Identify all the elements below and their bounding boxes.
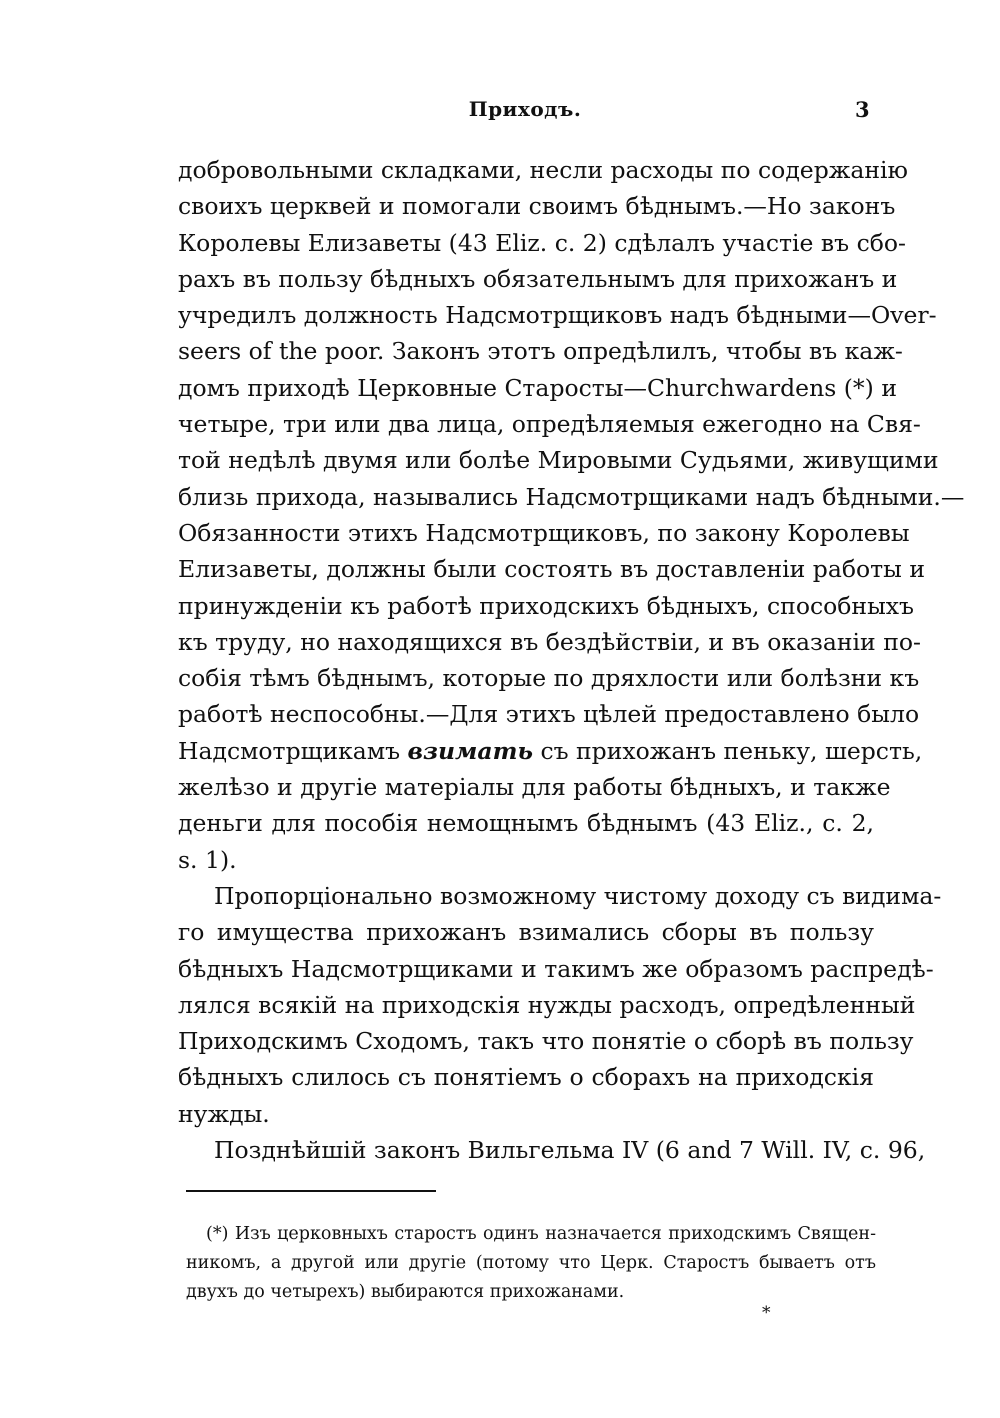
- running-title: Приходъ.: [468, 97, 582, 121]
- footnote-line: двухъ до четырехъ) выбираются прихожанами.: [186, 1282, 625, 1302]
- text-line: близь прихода, назывались Надсмотрщиками надъ бѣдными.—: [178, 482, 965, 511]
- text-line: s. 1).: [178, 845, 237, 874]
- page-number: 3: [855, 97, 870, 122]
- text-line: Королевы Елизаветы (43 Eliz. c. 2) сдѣлалъ участіе въ сбо-: [178, 228, 906, 257]
- text-line: той недѣлѣ двумя или болѣе Мировыми Судьями, живущими: [178, 446, 939, 475]
- text-line: къ труду, но находящихся въ бездѣйствіи, и въ оказаніи по-: [178, 627, 921, 656]
- paragraph-start-line: Пропорціонально возможному чистому доходу съ видима-: [214, 881, 942, 910]
- text-line: Елизаветы, должны были состоять въ доставленіи работы и: [178, 555, 925, 584]
- footnote: [186, 1220, 876, 1307]
- footnote-divider: [186, 1190, 436, 1192]
- text-line-with-emphasis: [178, 733, 923, 769]
- text-line: деньги для пособія немощнымъ бѣднымъ (43 Eliz., c. 2,: [178, 809, 874, 838]
- paragraph-start-line: Позднѣйшій законъ Вильгельма IV (6 and 7 Will. IV, c. 96,: [214, 1136, 926, 1165]
- text-line: собія тѣмъ бѣднымъ, которые по дряхлости или болѣзни къ: [178, 664, 920, 693]
- text-line: добровольными складками, несли расходы по содержанію: [178, 156, 909, 184]
- text-line: работѣ неспособны.—Для этихъ цѣлей предоставлено было: [178, 700, 920, 729]
- text-line: нужды.: [178, 1099, 270, 1128]
- text-line: лялся всякій на приходскія нужды расходъ, опредѣленный: [178, 990, 916, 1019]
- text-line: бѣдныхъ слилось съ понятіемъ о сборахъ на приходскія: [178, 1063, 874, 1092]
- text-line: своихъ церквей и помогали своимъ бѣднымъ.—Но законъ: [178, 192, 896, 221]
- text-segment: съ прихожанъ пеньку, шерсть,: [532, 736, 923, 765]
- text-line: учредилъ должность Надсмотрщиковъ надъ бѣдными—Over-: [178, 301, 937, 330]
- text-segment: Надсмотрщикамъ: [178, 736, 408, 765]
- text-line: желѣзо и другіе матеріалы для работы бѣдныхъ, и также: [178, 773, 891, 802]
- text-line: го имущества прихожанъ взимались сборы въ пользу: [178, 918, 874, 947]
- text-line: принужденіи къ работѣ приходскихъ бѣдныхъ, способныхъ: [178, 591, 914, 620]
- emphasized-word: взимать: [407, 736, 533, 765]
- text-line: Обязанности этихъ Надсмотрщиковъ, по закону Королевы: [178, 518, 910, 547]
- text-line: рахъ въ пользу бѣдныхъ обязательнымъ для прихожанъ и: [178, 264, 898, 293]
- text-line: Приходскимъ Сходомъ, такъ что понятіе о сборѣ въ пользу: [178, 1027, 914, 1056]
- text-line: seers of the poor. Законъ этотъ опредѣлилъ, чтобы въ каж-: [178, 337, 903, 366]
- running-head: [0, 97, 1000, 127]
- main-text: [178, 152, 965, 1168]
- footnote-line: никомъ, а другой или другіе (потому что Церк. Старостъ бываетъ отъ: [186, 1253, 876, 1273]
- text-line: бѣдныхъ Надсмотрщиками и такимъ же образомъ распредѣ-: [178, 954, 934, 983]
- footnote-line: (*) Изъ церковныхъ старостъ одинъ назначается приходскимъ Священ-: [206, 1224, 876, 1244]
- signature-mark: *: [762, 1303, 771, 1323]
- text-line: домъ приходѣ Церковные Старосты—Churchwardens (*) и: [178, 373, 897, 402]
- text-line: четыре, три или два лица, опредѣляемыя ежегодно на Свя-: [178, 410, 921, 439]
